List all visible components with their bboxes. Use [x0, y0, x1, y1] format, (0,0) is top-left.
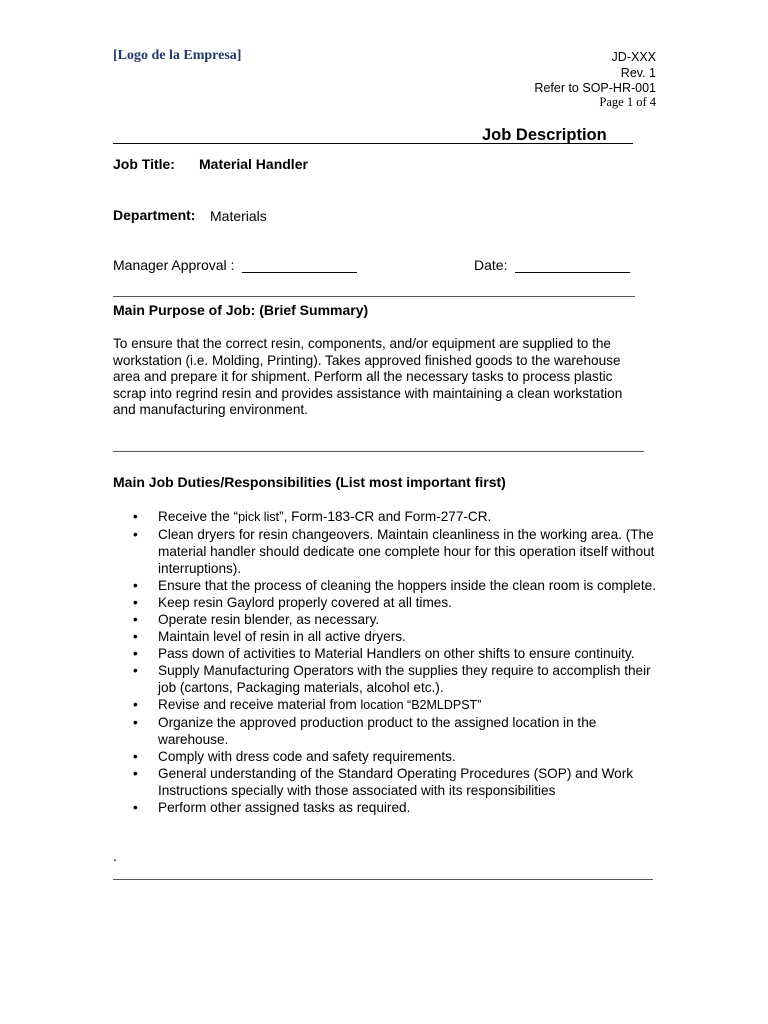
list-item: • Keep resin Gaylord properly covered at all times.	[113, 594, 658, 611]
list-item: • Perform other assigned tasks as required.	[113, 799, 658, 816]
list-item: • Receive the “pick list”, Form-183-CR and Form-277-CR.	[113, 508, 658, 526]
manager-approval-field[interactable]	[242, 258, 357, 273]
purpose-heading: Main Purpose of Job: (Brief Summary)	[113, 302, 369, 318]
section-divider	[113, 296, 635, 297]
section-divider	[113, 451, 644, 452]
document-id: JD-XXX	[611, 50, 656, 64]
list-item: • Pass down of activities to Material Handlers on other shifts to ensure continuity.	[113, 645, 658, 662]
manager-approval-label: Manager Approval :	[113, 257, 235, 273]
job-title-label: Job Title:	[113, 156, 175, 172]
list-item: • Operate resin blender, as necessary.	[113, 611, 658, 628]
list-item: • General understanding of the Standard Operating Procedures (SOP) and Work Instructions specially with those associated with its responsibilities	[113, 765, 658, 799]
list-item: • Organize the approved production product to the assigned location in the warehouse.	[113, 714, 658, 748]
date-field[interactable]	[515, 258, 630, 273]
list-item: • Maintain level of resin in all active dryers.	[113, 628, 658, 645]
duties-heading: Main Job Duties/Responsibilities (List most important first)	[113, 474, 506, 490]
section-divider	[113, 879, 653, 880]
list-item: • Revise and receive material from location “B2MLDPST”	[113, 696, 658, 714]
department-value: Materials	[210, 208, 267, 224]
page-number: Page 1 of 4	[599, 95, 656, 109]
list-item: • Supply Manufacturing Operators with the supplies they require to accomplish their job (cartons, Packaging materials, alcohol etc.).	[113, 662, 658, 696]
list-item: • Clean dryers for resin changeovers. Maintain cleanliness in the working area. (The material handler should dedicate one complete hour for this operation itself without interruptions).	[113, 526, 658, 577]
job-title-value: Material Handler	[199, 156, 308, 172]
list-item: • Ensure that the process of cleaning the hoppers inside the clean room is complete.	[113, 577, 658, 594]
sop-reference: Refer to SOP-HR-001	[534, 81, 656, 95]
revision-label: Rev. 1	[620, 66, 656, 80]
trailing-mark: .	[113, 848, 117, 864]
list-item: • Comply with dress code and safety requirements.	[113, 748, 658, 765]
document-title: Job Description	[482, 126, 607, 144]
date-label: Date:	[474, 257, 508, 273]
department-label: Department:	[113, 207, 196, 223]
company-logo-placeholder: [Logo de la Empresa]	[113, 48, 242, 63]
duties-list	[113, 508, 658, 816]
purpose-text: To ensure that the correct resin, components, and/or equipment are supplied to the workstation (i.e. Molding, Printing). Takes approved finished goods to the warehouse area and prepare it for shipment. Perform all the necessary tasks to process plastic scrap into regrind resin and provides assistance with maintaining a clean workstation and manufacturing environment.	[113, 336, 623, 418]
